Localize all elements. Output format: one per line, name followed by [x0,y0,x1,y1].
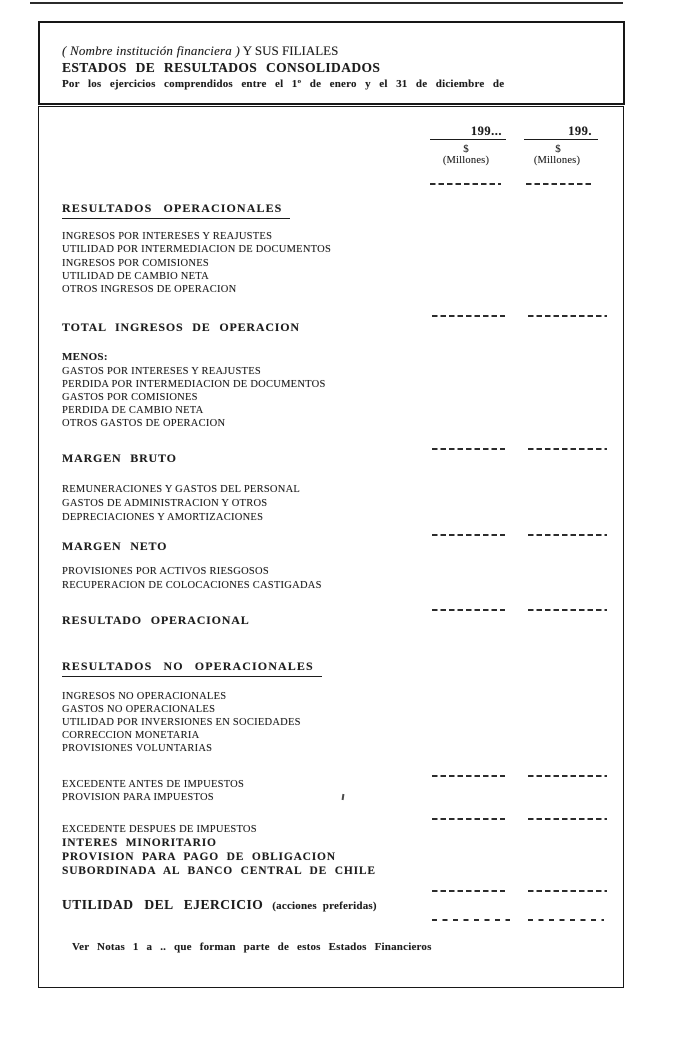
amount-line-year1 [432,890,505,892]
amount-line-year1 [430,183,501,185]
unit-label-col2: (Millones) [533,155,581,166]
line-item: INGRESOS POR INTERESES Y REAJUSTES [62,231,273,242]
amount-line-year2 [528,534,607,536]
currency-symbol-col2: $ [555,143,561,155]
provision-pago-obligacion-line1: PROVISION PARA PAGO DE OBLIGACION [62,851,336,863]
section-heading-operational: RESULTADOS OPERACIONALES [62,201,290,219]
amount-line-year1 [432,609,505,611]
period-line: Por los ejercicios comprendidos entre el 1º de enero y el 31 de diciembre de [62,78,505,90]
section-heading-non-operational: RESULTADOS NO OPERACIONALES [62,659,322,677]
amount-line-year1 [432,919,510,921]
excedente-despues-impuestos: EXCEDENTE DESPUES DE IMPUESTOS [62,824,257,835]
unit-label-col1: (Millones) [442,155,490,166]
line-item: GASTOS POR INTERESES Y REAJUSTES [62,366,261,377]
institution-name-line [62,43,338,59]
line-item: DEPRECIACIONES Y AMORTIZACIONES [62,512,264,523]
line-item: GASTOS NO OPERACIONALES [62,704,216,715]
excedente-antes-impuestos: EXCEDENTE ANTES DE IMPUESTOS [62,779,245,790]
header-box [38,21,625,105]
utilidad-del-ejercicio-row [62,896,377,914]
line-item: INGRESOS POR COMISIONES [62,258,209,269]
line-item: INGRESOS NO OPERACIONALES [62,691,227,702]
line-item: REMUNERACIONES Y GASTOS DEL PERSONAL [62,484,301,495]
acciones-preferidas-suffix: (acciones preferidas) [272,900,377,912]
amount-line-year1 [432,534,505,536]
document-title: ESTADOS DE RESULTADOS CONSOLIDADOS [62,60,381,75]
line-item: CORRECCION MONETARIA [62,730,200,741]
column-year-2: 199. [524,124,598,140]
provision-para-impuestos: PROVISION PARA IMPUESTOS [62,792,214,803]
provision-pago-obligacion-line2: SUBORDINADA AL BANCO CENTRAL DE CHILE [62,865,376,877]
line-item: GASTOS POR COMISIONES [62,392,198,403]
line-item: UTILIDAD POR INTERMEDIACION DE DOCUMENTOS [62,244,332,255]
amount-line-year1 [432,448,505,450]
currency-symbol-col1: $ [463,143,469,155]
line-item: OTROS GASTOS DE OPERACION [62,418,226,429]
scan-top-edge-line [30,2,623,4]
line-item: UTILIDAD DE CAMBIO NETA [62,271,209,282]
margen-bruto: MARGEN BRUTO [62,451,177,465]
menos-label: MENOS: [62,351,108,363]
utilidad-del-ejercicio: UTILIDAD DEL EJERCICIO [62,897,264,912]
line-item: GASTOS DE ADMINISTRACION Y OTROS [62,498,268,509]
line-item: OTROS INGRESOS DE OPERACION [62,284,237,295]
amount-line-year1 [432,775,505,777]
amount-line-year2 [528,890,607,892]
line-item: PERDIDA POR INTERMEDIACION DE DOCUMENTOS [62,379,326,390]
institution-name-placeholder: ( Nombre institución financiera ) [62,43,240,58]
interes-minoritario: INTERES MINORITARIO [62,837,217,849]
line-item: RECUPERACION DE COLOCACIONES CASTIGADAS [62,580,322,591]
amount-line-year2 [528,609,607,611]
amount-line-year2 [528,448,607,450]
amount-line-year2 [528,919,604,921]
line-item: UTILIDAD POR INVERSIONES EN SOCIEDADES [62,717,301,728]
line-item: PROVISIONES VOLUNTARIAS [62,743,213,754]
line-item: PERDIDA DE CAMBIO NETA [62,405,204,416]
filiales-suffix: Y SUS FILIALES [240,43,339,58]
line-item: PROVISIONES POR ACTIVOS RIESGOSOS [62,566,269,577]
margen-neto: MARGEN NETO [62,539,168,553]
amount-line-year1 [432,315,505,317]
amount-line-year2 [528,315,607,317]
amount-line-year1 [432,818,505,820]
total-ingresos-operacion: TOTAL INGRESOS DE OPERACION [62,320,300,334]
resultado-operacional: RESULTADO OPERACIONAL [62,613,250,627]
column-year-1: 199... [430,124,506,140]
notes-footer: Ver Notas 1 a .. que forman parte de estos Estados Financieros [72,941,432,953]
amount-line-year2 [526,183,594,185]
amount-line-year2 [528,775,607,777]
amount-line-year2 [528,818,607,820]
